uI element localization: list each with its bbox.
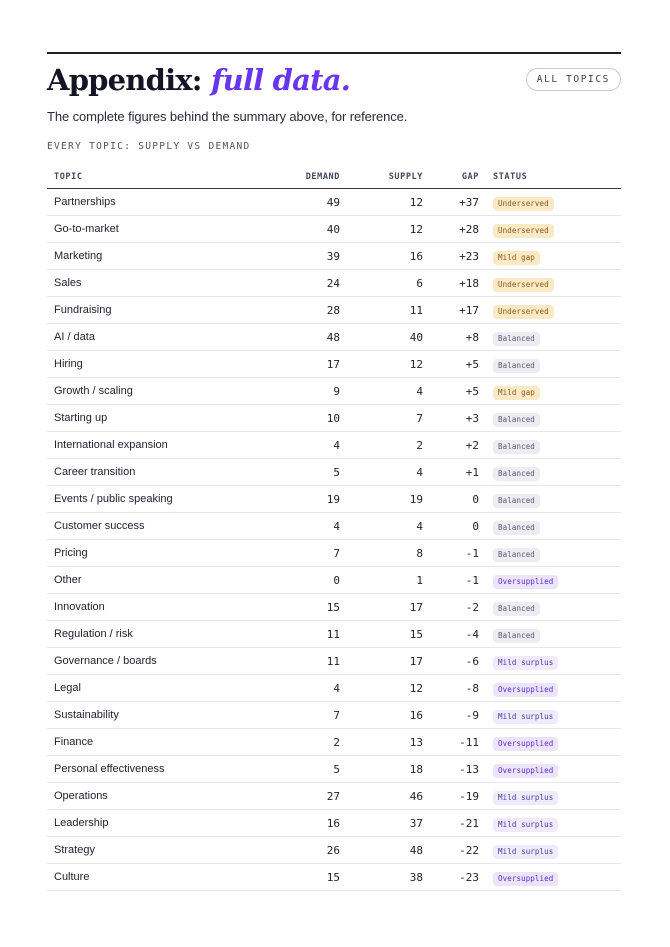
table-header-row — [47, 166, 621, 189]
table-row — [47, 270, 621, 297]
cell-supply: 37 — [340, 810, 423, 837]
cell-topic: Other — [47, 567, 257, 594]
status-badge: Oversupplied — [493, 683, 558, 697]
cell-topic: Legal — [47, 675, 257, 702]
cell-gap: +8 — [423, 324, 479, 351]
status-badge: Oversupplied — [493, 764, 558, 778]
cell-topic: Innovation — [47, 594, 257, 621]
cell-supply: 4 — [340, 378, 423, 405]
cell-topic: Finance — [47, 729, 257, 756]
cell-status — [479, 405, 621, 432]
cell-demand: 19 — [257, 486, 340, 513]
cell-topic: Marketing — [47, 243, 257, 270]
cell-gap: +5 — [423, 378, 479, 405]
cell-status — [479, 216, 621, 243]
col-header-demand: DEMAND — [257, 166, 340, 189]
cell-supply: 17 — [340, 594, 423, 621]
cell-supply: 18 — [340, 756, 423, 783]
cell-status — [479, 513, 621, 540]
cell-status — [479, 324, 621, 351]
cell-gap: -4 — [423, 621, 479, 648]
cell-status — [479, 567, 621, 594]
table-row — [47, 864, 621, 891]
cell-topic: Operations — [47, 783, 257, 810]
cell-status — [479, 864, 621, 891]
top-rule — [47, 52, 621, 54]
cell-gap: -1 — [423, 540, 479, 567]
cell-supply: 13 — [340, 729, 423, 756]
cell-status — [479, 783, 621, 810]
cell-gap: +17 — [423, 297, 479, 324]
cell-topic: Partnerships — [47, 189, 257, 216]
cell-gap: +3 — [423, 405, 479, 432]
data-table — [47, 166, 621, 891]
cell-demand: 7 — [257, 702, 340, 729]
status-badge: Mild surplus — [493, 818, 558, 832]
status-badge: Balanced — [493, 521, 540, 535]
table-row — [47, 297, 621, 324]
cell-topic: Pricing — [47, 540, 257, 567]
cell-supply: 12 — [340, 189, 423, 216]
title-main: Appendix: — [47, 63, 202, 97]
cell-demand: 0 — [257, 567, 340, 594]
status-badge: Oversupplied — [493, 575, 558, 589]
cell-gap: +37 — [423, 189, 479, 216]
status-badge: Underserved — [493, 305, 554, 319]
table-row — [47, 756, 621, 783]
cell-demand: 11 — [257, 621, 340, 648]
cell-demand: 5 — [257, 459, 340, 486]
cell-demand: 15 — [257, 864, 340, 891]
status-badge: Balanced — [493, 494, 540, 508]
cell-gap: -6 — [423, 648, 479, 675]
page-title — [47, 60, 350, 100]
table-row — [47, 702, 621, 729]
cell-supply: 2 — [340, 432, 423, 459]
col-header-gap: GAP — [423, 166, 479, 189]
cell-status — [479, 297, 621, 324]
cell-topic: Customer success — [47, 513, 257, 540]
cell-supply: 17 — [340, 648, 423, 675]
table-row — [47, 648, 621, 675]
cell-supply: 8 — [340, 540, 423, 567]
cell-status — [479, 648, 621, 675]
cell-supply: 46 — [340, 783, 423, 810]
cell-demand: 7 — [257, 540, 340, 567]
cell-gap: +18 — [423, 270, 479, 297]
cell-supply: 4 — [340, 459, 423, 486]
cell-demand: 28 — [257, 297, 340, 324]
cell-status — [479, 702, 621, 729]
table-row — [47, 513, 621, 540]
cell-topic: Leadership — [47, 810, 257, 837]
cell-demand: 16 — [257, 810, 340, 837]
cell-gap: -23 — [423, 864, 479, 891]
subtitle: The complete figures behind the summary above, for reference. — [47, 109, 408, 124]
status-badge: Balanced — [493, 413, 540, 427]
status-badge: Balanced — [493, 467, 540, 481]
cell-gap: -19 — [423, 783, 479, 810]
table-row — [47, 675, 621, 702]
cell-gap: -21 — [423, 810, 479, 837]
all-topics-pill[interactable]: ALL TOPICS — [526, 68, 621, 91]
cell-gap: -9 — [423, 702, 479, 729]
cell-topic: Regulation / risk — [47, 621, 257, 648]
table-row — [47, 729, 621, 756]
cell-gap: +23 — [423, 243, 479, 270]
cell-supply: 16 — [340, 702, 423, 729]
cell-gap: +5 — [423, 351, 479, 378]
table-row — [47, 351, 621, 378]
table-row — [47, 459, 621, 486]
cell-demand: 40 — [257, 216, 340, 243]
status-badge: Oversupplied — [493, 737, 558, 751]
data-table-wrap — [47, 166, 621, 891]
cell-demand: 39 — [257, 243, 340, 270]
table-body — [47, 189, 621, 891]
cell-demand: 4 — [257, 675, 340, 702]
cell-topic: Go-to-market — [47, 216, 257, 243]
col-header-status: STATUS — [479, 166, 621, 189]
cell-gap: +2 — [423, 432, 479, 459]
cell-demand: 4 — [257, 513, 340, 540]
table-row — [47, 621, 621, 648]
cell-demand: 24 — [257, 270, 340, 297]
cell-supply: 40 — [340, 324, 423, 351]
status-badge: Balanced — [493, 602, 540, 616]
table-row — [47, 486, 621, 513]
status-badge: Mild surplus — [493, 791, 558, 805]
status-badge: Mild surplus — [493, 710, 558, 724]
table-row — [47, 567, 621, 594]
cell-status — [479, 378, 621, 405]
cell-demand: 2 — [257, 729, 340, 756]
cell-status — [479, 459, 621, 486]
status-badge: Underserved — [493, 197, 554, 211]
cell-topic: Culture — [47, 864, 257, 891]
table-row — [47, 783, 621, 810]
cell-gap: -1 — [423, 567, 479, 594]
cell-status — [479, 675, 621, 702]
cell-status — [479, 486, 621, 513]
cell-status — [479, 351, 621, 378]
cell-gap: 0 — [423, 513, 479, 540]
cell-status — [479, 243, 621, 270]
cell-gap: 0 — [423, 486, 479, 513]
status-badge: Underserved — [493, 278, 554, 292]
status-badge: Mild gap — [493, 251, 540, 265]
cell-gap: -22 — [423, 837, 479, 864]
cell-topic: Starting up — [47, 405, 257, 432]
cell-demand: 9 — [257, 378, 340, 405]
cell-demand: 48 — [257, 324, 340, 351]
cell-supply: 16 — [340, 243, 423, 270]
cell-demand: 10 — [257, 405, 340, 432]
table-row — [47, 324, 621, 351]
cell-gap: -2 — [423, 594, 479, 621]
section-label: EVERY TOPIC: SUPPLY VS DEMAND — [47, 141, 251, 152]
cell-gap: +1 — [423, 459, 479, 486]
cell-gap: +28 — [423, 216, 479, 243]
cell-supply: 12 — [340, 675, 423, 702]
cell-topic: AI / data — [47, 324, 257, 351]
cell-supply: 11 — [340, 297, 423, 324]
table-row — [47, 189, 621, 216]
status-badge: Underserved — [493, 224, 554, 238]
table-row — [47, 432, 621, 459]
status-badge: Mild gap — [493, 386, 540, 400]
cell-topic: Sales — [47, 270, 257, 297]
table-row — [47, 594, 621, 621]
cell-demand: 27 — [257, 783, 340, 810]
cell-supply: 15 — [340, 621, 423, 648]
cell-topic: International expansion — [47, 432, 257, 459]
cell-gap: -13 — [423, 756, 479, 783]
status-badge: Balanced — [493, 629, 540, 643]
table-row — [47, 243, 621, 270]
table-row — [47, 810, 621, 837]
cell-status — [479, 432, 621, 459]
cell-status — [479, 594, 621, 621]
cell-topic: Hiring — [47, 351, 257, 378]
cell-status — [479, 189, 621, 216]
cell-demand: 5 — [257, 756, 340, 783]
cell-supply: 1 — [340, 567, 423, 594]
cell-demand: 4 — [257, 432, 340, 459]
cell-supply: 12 — [340, 351, 423, 378]
table-row — [47, 405, 621, 432]
status-badge: Balanced — [493, 440, 540, 454]
cell-status — [479, 270, 621, 297]
cell-topic: Growth / scaling — [47, 378, 257, 405]
status-badge: Balanced — [493, 359, 540, 373]
table-row — [47, 378, 621, 405]
cell-topic: Personal effectiveness — [47, 756, 257, 783]
cell-topic: Career transition — [47, 459, 257, 486]
cell-topic: Governance / boards — [47, 648, 257, 675]
cell-demand: 49 — [257, 189, 340, 216]
col-header-supply: SUPPLY — [340, 166, 423, 189]
cell-status — [479, 810, 621, 837]
cell-demand: 26 — [257, 837, 340, 864]
cell-supply: 19 — [340, 486, 423, 513]
status-badge: Balanced — [493, 332, 540, 346]
cell-supply: 12 — [340, 216, 423, 243]
cell-status — [479, 621, 621, 648]
cell-topic: Sustainability — [47, 702, 257, 729]
cell-gap: -11 — [423, 729, 479, 756]
cell-demand: 15 — [257, 594, 340, 621]
col-header-topic: TOPIC — [47, 166, 257, 189]
status-badge: Balanced — [493, 548, 540, 562]
cell-demand: 11 — [257, 648, 340, 675]
cell-status — [479, 540, 621, 567]
cell-demand: 17 — [257, 351, 340, 378]
cell-status — [479, 837, 621, 864]
status-badge: Mild surplus — [493, 656, 558, 670]
table-row — [47, 540, 621, 567]
cell-topic: Events / public speaking — [47, 486, 257, 513]
cell-gap: -8 — [423, 675, 479, 702]
cell-status — [479, 729, 621, 756]
title-accent: full data. — [210, 63, 351, 97]
table-row — [47, 216, 621, 243]
cell-supply: 4 — [340, 513, 423, 540]
cell-topic: Fundraising — [47, 297, 257, 324]
cell-supply: 6 — [340, 270, 423, 297]
status-badge: Oversupplied — [493, 872, 558, 886]
cell-supply: 38 — [340, 864, 423, 891]
table-row — [47, 837, 621, 864]
status-badge: Mild surplus — [493, 845, 558, 859]
cell-topic: Strategy — [47, 837, 257, 864]
cell-supply: 48 — [340, 837, 423, 864]
cell-supply: 7 — [340, 405, 423, 432]
cell-status — [479, 756, 621, 783]
